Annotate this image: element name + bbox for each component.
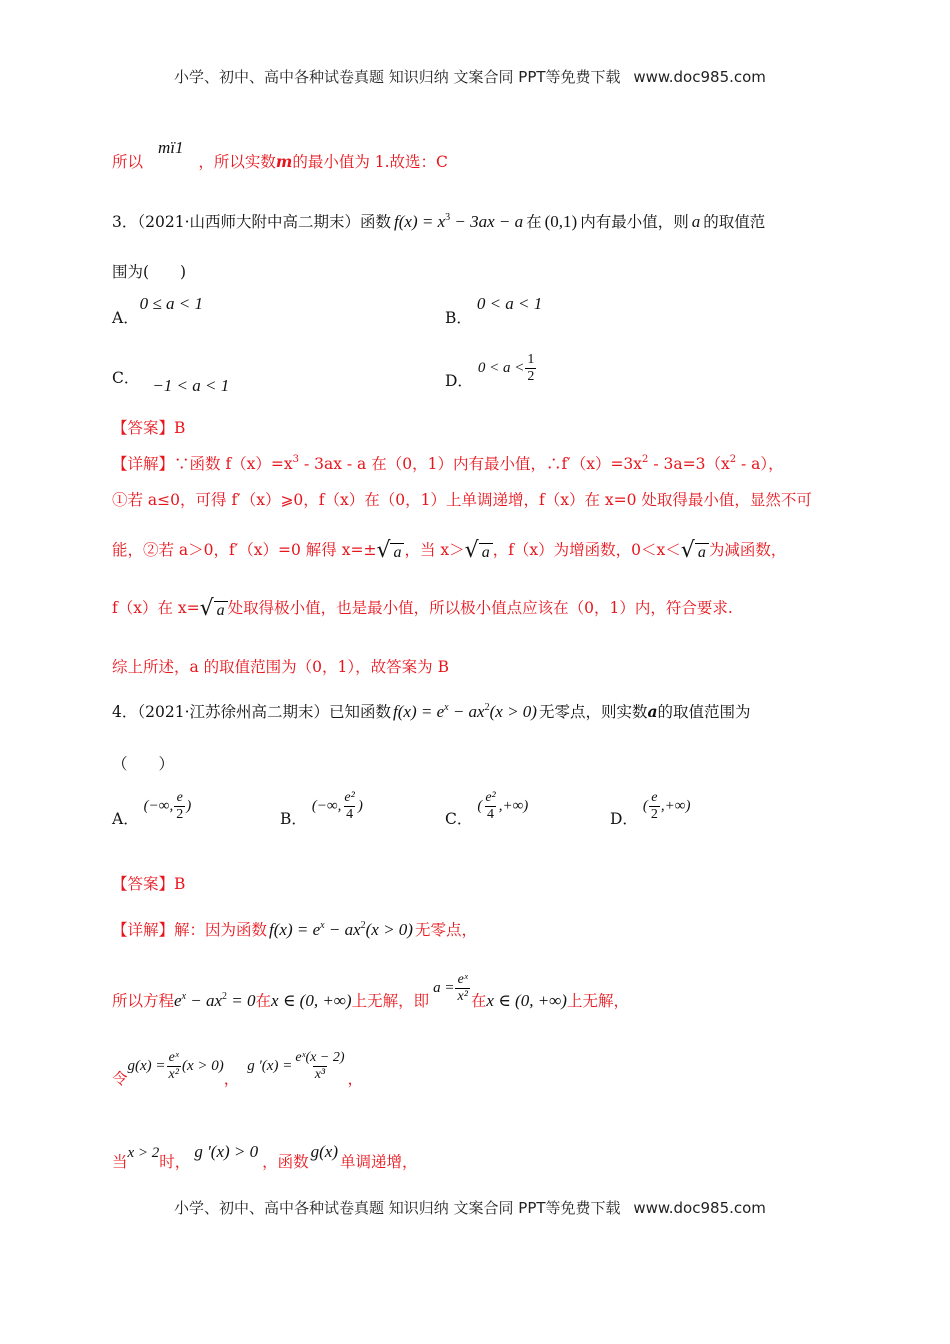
q3-option-c-label: C． [112, 369, 140, 387]
q3-text-1: 函数 [360, 213, 392, 231]
q3-option-d [445, 352, 537, 390]
q3-option-c [112, 366, 230, 395]
q3-detail-line2: ①若 a≤0，可得 f′（x）⩾0，f（x）在（0，1）上单调递增，f（x）在 x=0 处取得最小值，显然不可 [112, 491, 812, 509]
conclusion-math: mï1 [157, 138, 184, 157]
q4-answer: 【答案】B [112, 875, 186, 893]
q3-option-a-value: 0 ≤ a < 1 [139, 294, 203, 313]
q4-option-b-value: (−∞, $\frac{\text{e²}}{4}$ ) [311, 790, 363, 822]
q3-option-d-label: D． [445, 371, 473, 390]
q3-option-b-label: B． [445, 309, 472, 327]
q4-option-c: C． ( $\frac{\text{e²}}{4}$ ,+∞) [445, 790, 529, 828]
footer-text: 小学、初中、高中各种试卷真题 知识归纳 文案合同 PPT等免费下载 [174, 1199, 621, 1217]
q4-stem-line2: （ ） [112, 755, 175, 773]
q4-option-a: A． (−∞, $\frac{e}{2}$ ) [112, 790, 192, 828]
q3-text-2: 在 [526, 213, 542, 231]
page-footer [174, 1197, 766, 1218]
sqrt-a-3: √ a [681, 540, 709, 562]
q3-option-a [112, 294, 207, 328]
q3-detail-line3: 能，②若 a＞0，f′（x）=0 解得 x=± √ a ，当 x＞ √ a ，f（x）为增函数，0＜x＜ √ a 为减函数， [112, 538, 787, 563]
header-url: www.doc985.com [633, 68, 766, 86]
header-text: 小学、初中、高中各种试卷真题 知识归纳 文案合同 PPT等免费下载 [174, 68, 621, 86]
q3-a: a [691, 212, 701, 231]
q3-detail-line5: 综上所述，a 的取值范围为（0，1），故答案为 B [112, 658, 449, 676]
sqrt-a-4: √ a [200, 598, 228, 620]
q4-option-a-value: (−∞, $\frac{e}{2}$ ) [143, 790, 192, 822]
q4-detail-line1: 【详解】解：因为函数 $f(x) = e^x - ax^2(x > 0)$ 无零点， [112, 920, 477, 939]
q3-stem [112, 210, 765, 232]
q4-option-d-value: ( $\frac{e}{2}$ ,+∞) [642, 790, 691, 822]
conclusion-line [112, 138, 448, 172]
q3-text-3: 内有最小值，则 [580, 213, 689, 231]
q3-stem-line2: 围为( ) [112, 263, 187, 281]
q3-text-4: 的取值范 [703, 213, 766, 231]
q4-option-b: B． (−∞, $\frac{\text{e²}}{4}$ ) [280, 790, 363, 828]
q4-option-c-value: ( $\frac{\text{e²}}{4}$ ,+∞) [477, 790, 529, 822]
conclusion-text-1: ，所以实数 [198, 153, 276, 171]
q4-stem: 4．（2021·江苏徐州高二期末）已知函数 $f(x) = e^x - ax^2(x > 0)$ 无零点，则实数a的取值范围为 [112, 702, 751, 721]
q3-answer: 【答案】B [112, 419, 186, 437]
conclusion-prefix: 所以 [112, 153, 144, 171]
q3-option-c-value: −1 < a < 1 [152, 376, 230, 395]
conclusion-text-2: 的最小值为 1.故选：C [292, 153, 448, 171]
q3-detail-line1: 【详解】∵函数 $f(x)=x^3 - 3ax - a$ 在（0，1）内有最小值，$\therefore f'(x)=3x^2 - 3a=3(x^2 - a)$， [112, 454, 784, 473]
q3-detail-line4: f（x）在 x= √ a 处取得极小值，也是最小值，所以极小值点应该在（0，1）内，符合要求. [112, 596, 733, 621]
q3-number: 3． [112, 213, 138, 231]
q3-interval: (0,1) [544, 212, 578, 231]
q4-detail-line3: 令g(x) = $\frac{\text{eˣ}}{\text{x²}}$ (x > 0)，g ′(x) = $\frac{\text{eˣ(x − 2)}}{\text{x³}}$ ， [112, 1050, 363, 1088]
page-header [174, 66, 766, 87]
q3-function: $f(x) = x^3 - 3ax - a$ [394, 212, 524, 231]
q3-option-b-value: 0 < a < 1 [476, 294, 543, 313]
conclusion-m: m [275, 152, 293, 171]
q3-source: （2021·山西师大附中高二期末） [137, 213, 360, 231]
q4-function: $f(x) = e^x - ax^2(x > 0)$ [393, 702, 537, 721]
q3-option-b [445, 294, 543, 328]
sqrt-a-1: √ a [376, 540, 404, 562]
sqrt-a-2: √ a [465, 540, 493, 562]
q4-option-d: D． ( $\frac{e}{2}$ ,+∞) [610, 790, 691, 828]
q3-option-d-value: 0 < a < $\frac{1}{2}$ [477, 352, 535, 384]
footer-url: www.doc985.com [633, 1199, 766, 1217]
q4-detail-line2: 所以方程$e^x - ax^2 = 0$在x ∈ (0, +∞)上无解，即a = $\frac{\text{eˣ}}{\text{x²}}$ 在x ∈ (0, +∞)上无解， [112, 972, 629, 1010]
q4-detail-line4: 当x > 2时，g ′(x) > 0，函数g(x)单调递增， [112, 1142, 418, 1171]
q3-option-a-label: A． [112, 309, 139, 327]
